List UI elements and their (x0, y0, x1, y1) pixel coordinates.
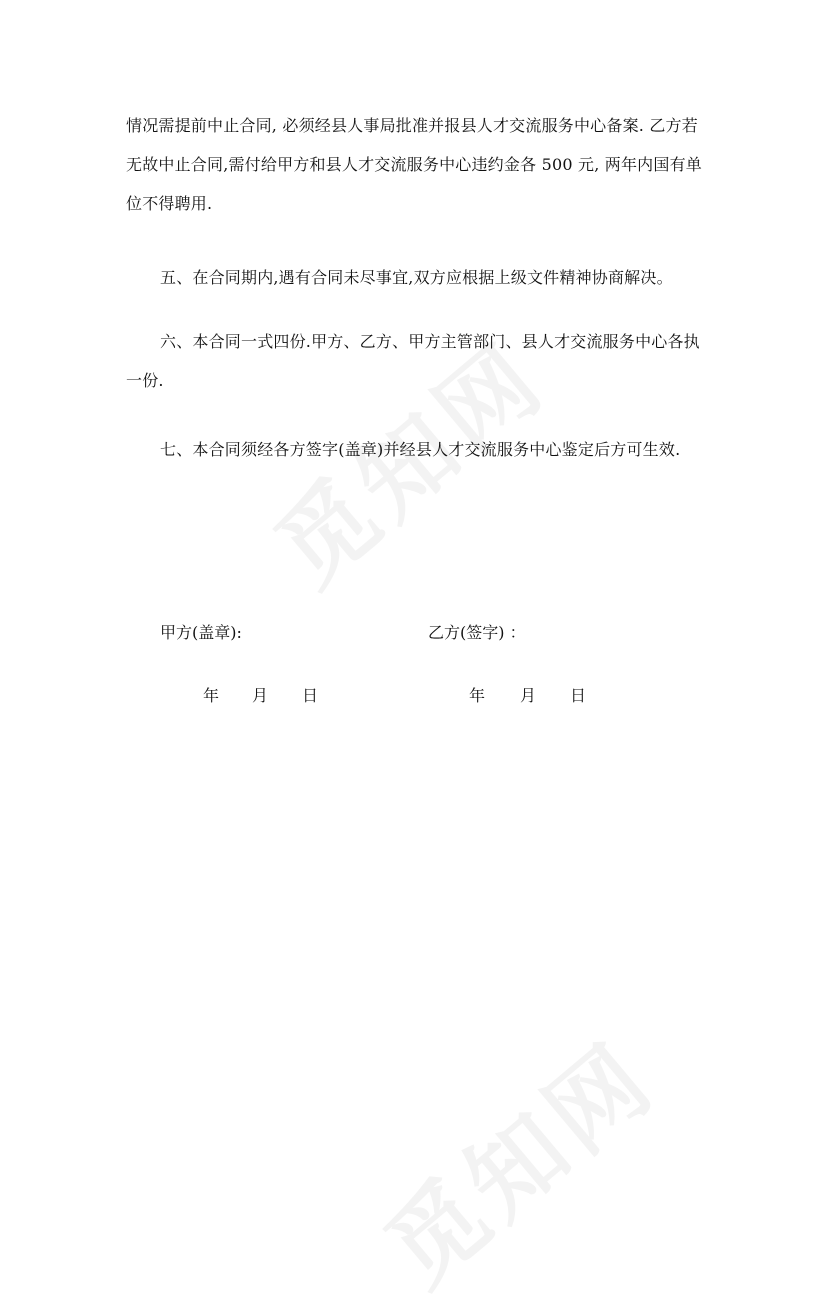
party-a-seal-label: 甲方(盖章): (160, 623, 242, 642)
paragraph-clause-6: 六、本合同一式四份.甲方、乙方、甲方主管部门、县人才交流服务中心各执一份. (126, 332, 700, 390)
party-b-date-year: 年 (469, 686, 486, 705)
party-a-date-day: 日 (302, 686, 319, 705)
party-a-date-month: 月 (252, 686, 269, 705)
watermark (352, 1006, 679, 1311)
paragraph-continuation: 情况需提前中止合同, 必须经县人事局批准并报县人才交流服务中心备案. 乙方若无故中止合同,需付给甲方和县人才交流服务中心违约金各 500 元, 两年内国有单位不得聘用. (126, 116, 702, 213)
party-a-date-year: 年 (203, 686, 220, 705)
party-b-date-day: 日 (570, 686, 587, 705)
paragraph-clause-7: 七、本合同须经各方签字(盖章)并经县人才交流服务中心鉴定后方可生效. (160, 440, 681, 459)
party-b-signature-label: 乙方(签字) ： (428, 623, 526, 642)
paragraph-clause-5: 五、在合同期内,遇有合同未尽事宜,双方应根据上级文件精神协商解决。 (160, 268, 673, 287)
party-b-date-month: 月 (520, 686, 537, 705)
